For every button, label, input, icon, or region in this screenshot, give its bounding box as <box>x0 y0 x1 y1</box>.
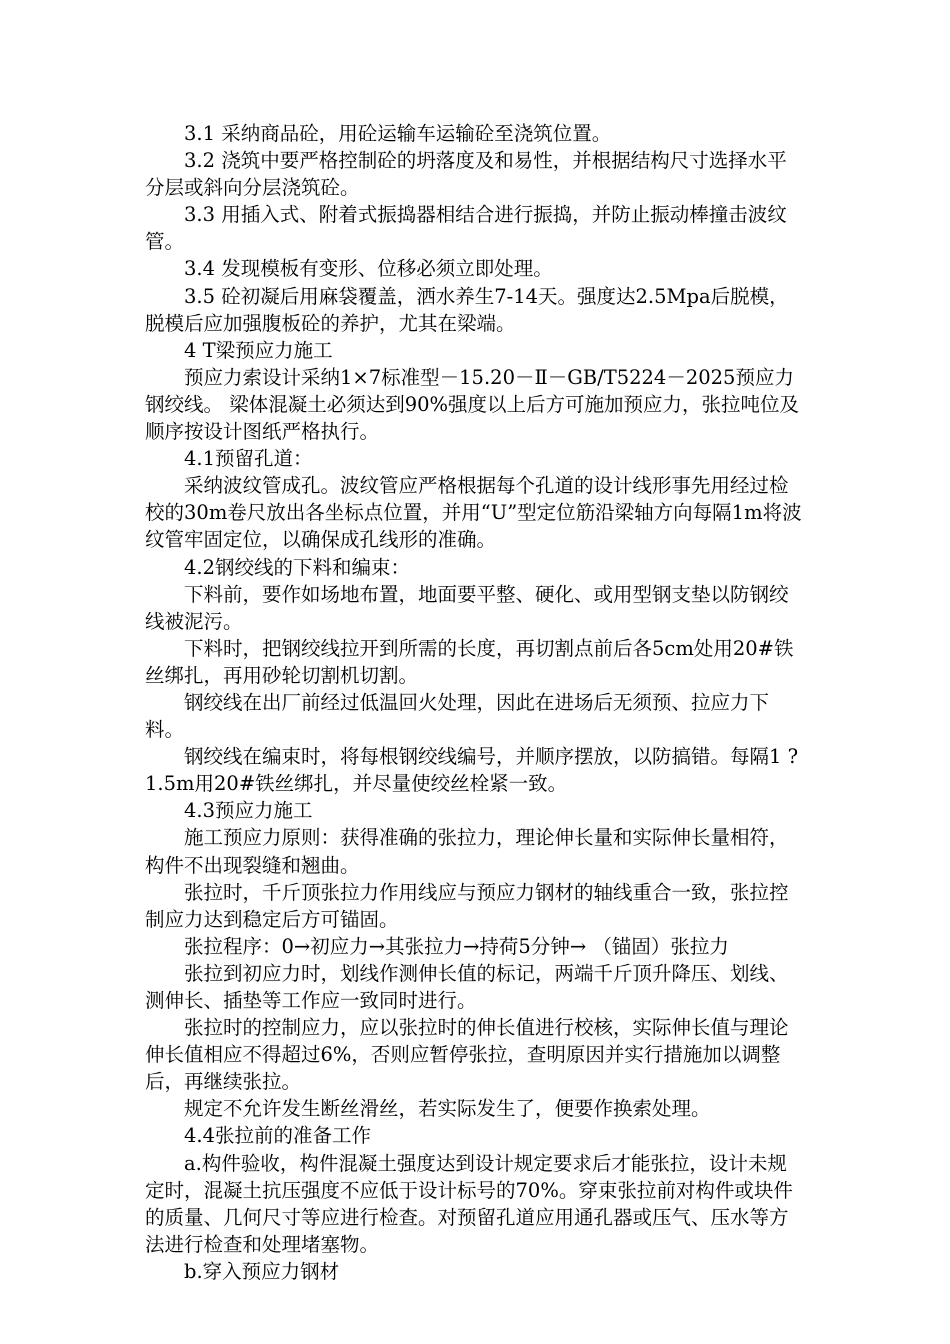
paragraph-3-4: 3.4 发现模板有变形、位移必须立即处理。 <box>184 257 553 281</box>
paragraph-wire-break: 规定不允许发生断丝滑丝，若实际发生了，便要作换索处理。 <box>184 1097 711 1121</box>
paragraph-jack-alignment: 张拉时，千斤顶张拉力作用线应与预应力钢材的轴线重合一致，张拉控制应力达到稳定后方可锚固。 <box>145 880 789 931</box>
paragraph-3-1: 3.1 采纳商品砼，用砼运输车运输砼至浇筑位置。 <box>184 122 612 145</box>
paragraph-control-stress: 张拉时的控制应力，应以张拉时的伸长值进行校核，实际伸长值与理论伸长值相应不得超过6%，否则应暂停张拉，查明原因并实行措施加以调整后，再继续张拉。 <box>145 1016 789 1094</box>
subheading-4-4: 4.4张拉前的准备工作 <box>184 1124 372 1148</box>
paragraph-bundling: 钢绞线在编束时，将每根钢绞线编号，并顺序摆放，以防搞错。每隔1 ?1.5m用20#铁丝绑扎，并尽量使绞丝栓紧一致。 <box>145 745 799 796</box>
section-heading-4: 4 T梁预应力施工 <box>184 338 333 362</box>
document-body <box>145 120 805 1285</box>
paragraph-duct-forming: 采纳波纹管成孔。波纹管应严格根据每个孔道的设计线形事先用经过检校的30m卷尺放出各坐标点位置，并用“U”型定位筋沿梁轴方向每隔1m将波纹管牢固定位，以确保成孔线形的准确。 <box>145 474 802 552</box>
paragraph-annealing: 钢绞线在出厂前经过低温回火处理，因此在进场后无须预、拉应力下料。 <box>145 690 770 742</box>
subheading-4-1: 4.1预留孔道： <box>184 447 313 471</box>
paragraph-prestress-design: 预应力索设计采纳1×7标准型－15.20－Ⅱ－GB/T5224－2025预应力钢绞线。 梁体混凝土必须达到90%强度以上后方可施加预应力，张拉吨位及顺序按设计图纸严格执行。 <box>145 365 800 444</box>
paragraph-3-5: 3.5 砼初凝后用麻袋覆盖，洒水养生7-14天。强度达2.5Mpa后脱模，脱模后应加强腹板砼的养护，尤其在梁端。 <box>145 284 789 335</box>
subheading-4-3: 4.3预应力施工 <box>184 799 313 823</box>
paragraph-before-cutting: 下料前，要作如场地布置，地面要平整、硬化、或用型钢支垫以防钢绞线被泥污。 <box>145 582 789 633</box>
paragraph-3-2: 3.2 浇筑中要严格控制砼的坍落度及和易性，并根据结构尺寸选择水平分层或斜向分层浇筑砼。 <box>145 149 787 200</box>
paragraph-threading: b.穿入预应力钢材 <box>184 1259 340 1283</box>
paragraph-inspection: a.构件验收，构件混凝土强度达到设计规定要求后才能张拉，设计未规定时，混凝土抗压强度不应低于设计标号的70%。穿束张拉前对构件或块件的质量、几何尺寸等应进行检查。对预留孔道应用通孔器或压气、压水等方法进行检查和处理堵塞物。 <box>145 1151 793 1256</box>
subheading-4-2: 4.2钢绞线的下料和编束： <box>184 555 411 579</box>
paragraph-cutting: 下料时，把钢绞线拉开到所需的长度，再切割点前后各5cm处用20#铁丝绑扎，再用砂轮切割机切割。 <box>145 636 794 687</box>
paragraph-initial-stress: 张拉到初应力时，划线作测伸长值的标记，两端千斤顶升降压、划线、测伸长、插垫等工作应一致同时进行。 <box>145 961 789 1012</box>
paragraph-3-3: 3.3 用插入式、附着式振捣器相结合进行振捣，并防止振动棒撞击波纹管。 <box>145 203 787 254</box>
paragraph-tension-procedure: 张拉程序：0→初应力→其张拉力→持荷5分钟→ （锚固）张拉力 <box>184 934 729 958</box>
paragraph-principle: 施工预应力原则：获得准确的张拉力，理论伸长量和实际伸长量相符，构件不出现裂缝和翘曲。 <box>145 826 789 877</box>
